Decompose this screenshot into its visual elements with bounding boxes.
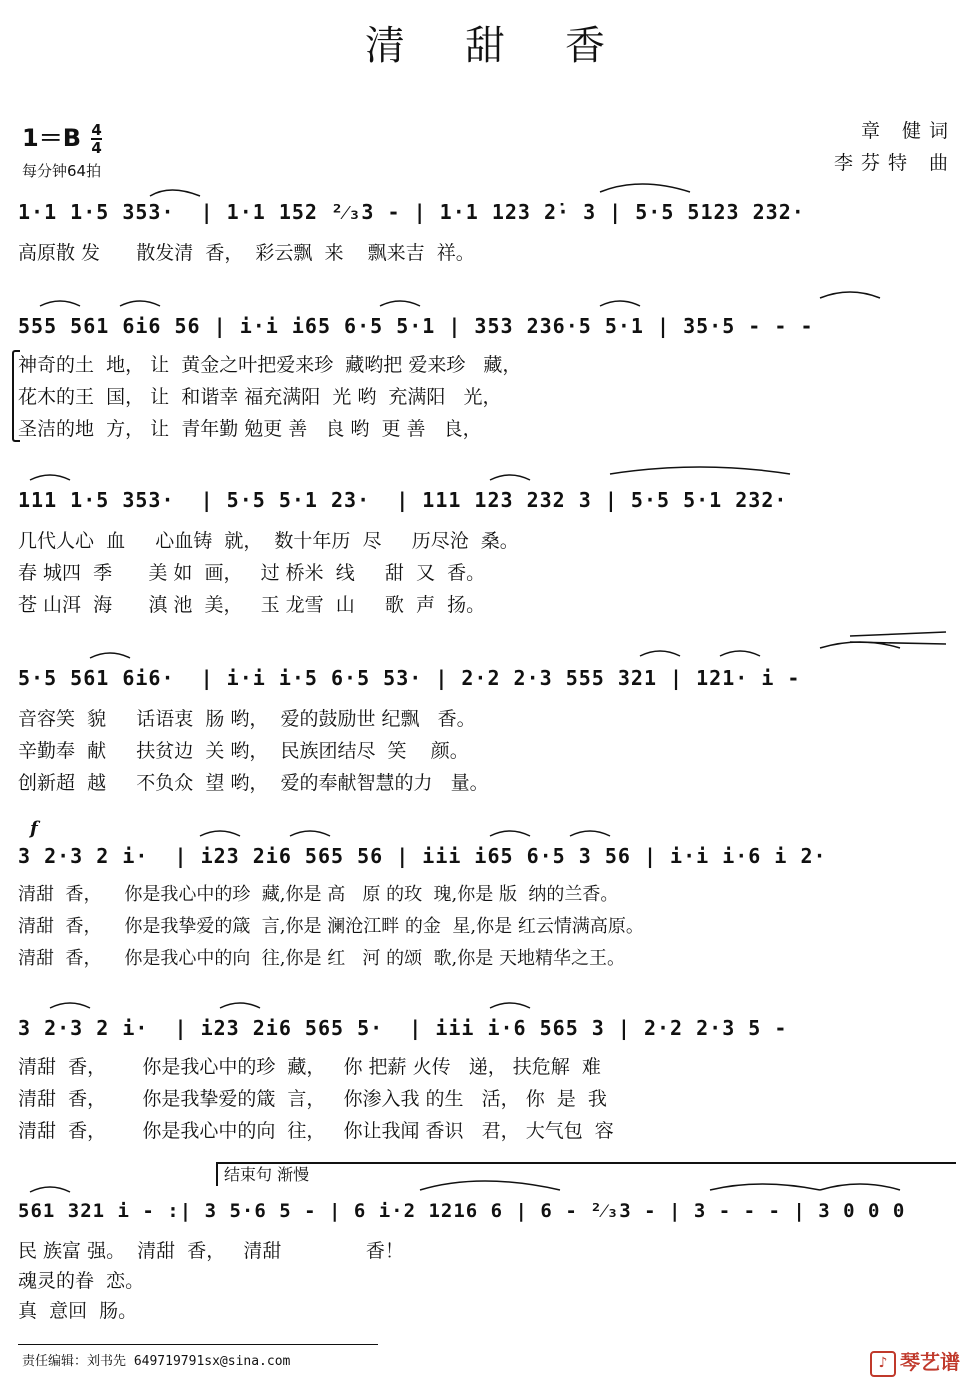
tempo-marking: 每分钟64拍 xyxy=(22,162,102,180)
lyric-row-4-2: 辛勤奉 献 扶贫边 关 哟， 民族团结尽 笑 颜。 xyxy=(18,740,469,762)
lyric-row-3-2: 春 城四 季 美 如 画， 过 桥米 线 甜 又 香。 xyxy=(18,562,486,584)
ending-bracket: 结束句 渐慢 xyxy=(216,1162,956,1186)
lyric-row-6-1: 清甜 香， 你是我心中的珍 藏， 你 把薪 火传 递， 扶危解 难 xyxy=(18,1056,601,1078)
site-logo xyxy=(870,1346,960,1377)
notation-row-6: 3 2·3 2 i· | i23 2i6 565 5· | iii i·6 565 3 | 2·2 2·3 5 - xyxy=(18,1016,788,1040)
notation-row-7: 561 321 i - :| 3 5·6 5 - | 6 i·2 1216 6 | 6 - ²⁄₃3 - | 3 - - - | 3 0 0 0 xyxy=(18,1200,906,1222)
notation-row-3: 111 1·5 353· | 5·5 5·1 23· | 111 123 232 3 | 5·5 5·1 232· xyxy=(18,488,788,512)
composer-credit: 李芬特 曲 xyxy=(833,152,956,174)
lyricist-credit: 章 健词 xyxy=(860,120,956,142)
lyric-row-5-1: 清甜 香， 你是我心中的珍 藏,你是 高 原 的玫 瑰,你是 版 纳的兰香。 xyxy=(18,884,619,905)
lyric-row-5-2: 清甜 香， 你是我挚爱的箴 言,你是 澜沧江畔 的金 星,你是 红云情满高原。 xyxy=(18,916,644,937)
lyric-row-2-1: 神奇的土 地， 让 黄金之叶把爱来珍 藏哟把 爱来珍 藏， xyxy=(18,354,522,376)
editor-credit: 责任编辑：刘书先 649719791sx@sina.com xyxy=(22,1354,291,1369)
notation-row-2: 555 561 6i6 56 | i·i i65 6·5 5·1 | 353 236·5 5·1 | 35·5 - - - xyxy=(18,314,814,338)
time-bottom: 4 xyxy=(91,139,102,157)
logo-text: 琴艺谱 xyxy=(900,1350,960,1374)
lyric-row-4-1: 音容笑 貌 话语衷 肠 哟， 爱的鼓励世 纪飘 香。 xyxy=(18,708,476,730)
lyric-row-7-1: 民 族富 强。 清甜 香， 清甜 香！ xyxy=(18,1240,404,1262)
key-signature xyxy=(22,118,102,156)
lyric-row-3-1: 几代人心 血 心血铸 就， 数十年历 尽 历尽沧 桑。 xyxy=(18,530,519,552)
notation-row-5: 3 2·3 2 i· | i23 2i6 565 56 | iii i65 6·5 3 56 | i·i i·6 i 2· xyxy=(18,844,827,868)
lyric-row-7-2: 魂灵的眷 恋。 xyxy=(18,1270,145,1292)
dynamic-forte: f xyxy=(30,818,38,839)
lyric-row-3-3: 苍 山洱 海 滇 池 美， 玉 龙雪 山 歌 声 扬。 xyxy=(18,594,486,616)
lyric-row-4-3: 创新超 越 不负众 望 哟， 爱的奉献智慧的力 量。 xyxy=(18,772,489,794)
lyric-row-1-1: 高原散 发 散发清 香， 彩云飘 来 飘来吉 祥。 xyxy=(18,242,475,264)
lyric-row-2-2: 花木的王 国， 让 和谐幸 福充满阳 光 哟 充满阳 光， xyxy=(18,386,502,408)
logo-icon: ♪ xyxy=(870,1351,896,1377)
lyric-row-7-3: 真 意回 肠。 xyxy=(18,1300,138,1322)
lyric-row-2-3: 圣洁的地 方， 让 青年勤 勉更 善 良 哟 更 善 良， xyxy=(18,418,482,440)
lyric-row-6-2: 清甜 香， 你是我挚爱的箴 言， 你渗入我 的生 活， 你 是 我 xyxy=(18,1088,607,1110)
footer-divider xyxy=(18,1344,378,1345)
time-signature xyxy=(91,122,101,156)
time-top: 4 xyxy=(91,121,102,139)
song-title: 清甜香 xyxy=(365,23,665,69)
key-label: 1＝B xyxy=(22,124,81,152)
notation-row-1: 1·1 1·5 353· | 1·1 152 ²⁄₃3 - | 1·1 123 2̇· 3 | 5·5 5123 232· xyxy=(18,200,805,224)
notation-row-4: 5·5 561 6i6· | i·i i·5 6·5 53· | 2·2 2·3 555 321 | 121· i - xyxy=(18,666,801,690)
lyric-row-6-3: 清甜 香， 你是我心中的向 往， 你让我闻 香识 君， 大气包 容 xyxy=(18,1120,614,1142)
lyric-row-5-3: 清甜 香， 你是我心中的向 往,你是 红 河 的颂 歌,你是 天地精华之王。 xyxy=(18,948,625,969)
